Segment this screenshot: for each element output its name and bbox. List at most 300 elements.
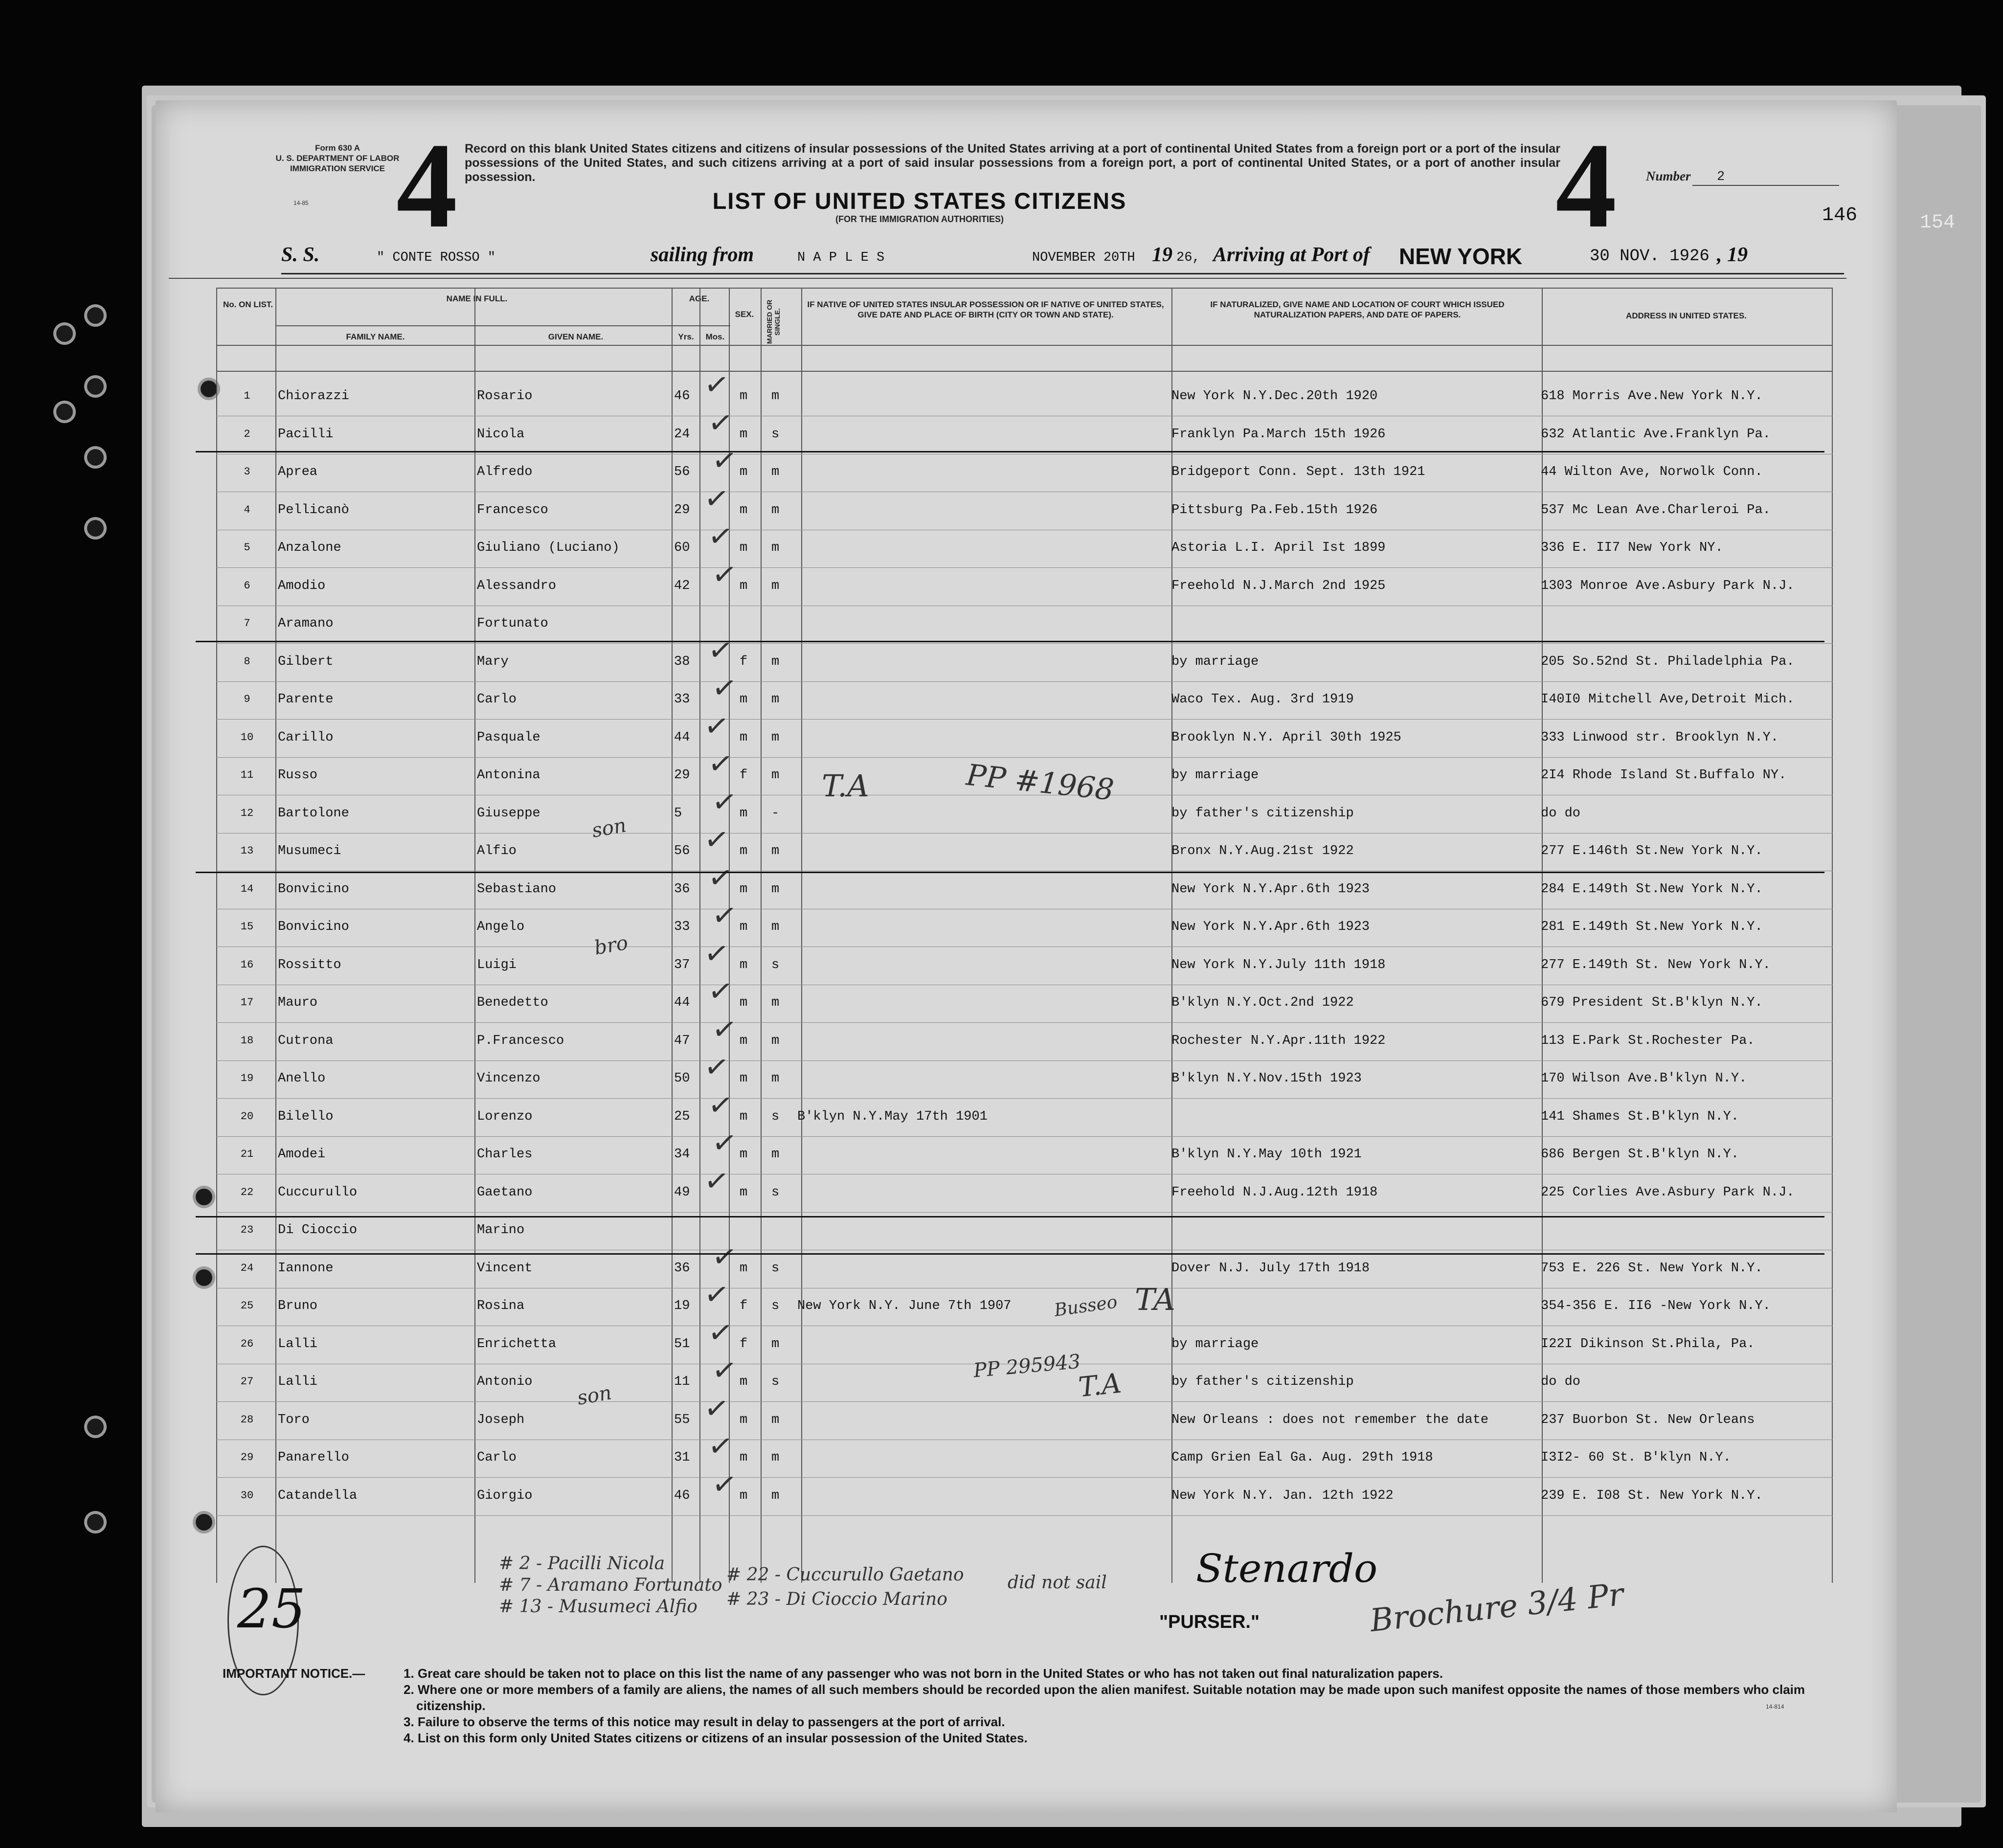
cell-no: 30 xyxy=(240,1489,254,1502)
cell-family: Cuccurullo xyxy=(278,1185,358,1200)
cell-natz: B'klyn N.Y.Oct.2nd 1922 xyxy=(1171,995,1354,1010)
not-sailed-list-mid xyxy=(726,1563,964,1612)
cell-given: Giuseppe xyxy=(477,806,540,821)
cell-no: 3 xyxy=(244,466,250,478)
check-mark-icon: ✓ xyxy=(710,442,739,480)
check-mark-icon: ✓ xyxy=(702,1048,731,1086)
cell-natz: New York N.Y.Dec.20th 1920 xyxy=(1171,389,1378,404)
footer-code: 14-814 xyxy=(1766,1703,1784,1710)
cell-yrs: 31 xyxy=(674,1450,690,1465)
form-code: 14-85 xyxy=(293,200,309,206)
cell-yrs: 60 xyxy=(674,541,690,555)
number-underline xyxy=(1692,185,1839,186)
cell-family: Carillo xyxy=(278,730,334,745)
not-sailed-entry: # 2 - Pacilli Nicola xyxy=(499,1554,665,1574)
cell-no: 6 xyxy=(244,579,250,592)
cell-ms: m xyxy=(771,389,780,404)
header-married: MARRIED OR SINGLE. xyxy=(765,299,781,344)
cell-ms: s xyxy=(771,427,780,442)
cell-no: 21 xyxy=(240,1148,254,1160)
binder-hole xyxy=(87,449,104,466)
header-address: ADDRESS IN UNITED STATES. xyxy=(1626,311,1747,320)
cell-sex: m xyxy=(740,995,748,1010)
header-native: IF NATIVE OF UNITED STATES INSULAR POSSESSION OR IF NATIVE OF UNITED STATES, GIVE DATE AND PLACE OF BIRTH (CITY OR TOWN AND STATE). xyxy=(807,300,1164,319)
check-mark-icon: ✓ xyxy=(702,480,731,518)
cell-family: Iannone xyxy=(278,1261,334,1276)
cell-given: Giorgio xyxy=(477,1488,533,1503)
cell-address: 205 So.52nd St. Philadelphia Pa. xyxy=(1541,654,1795,669)
cell-no: 14 xyxy=(240,882,254,895)
cell-family: Bilello xyxy=(278,1109,334,1124)
cell-birth: B'klyn N.Y.May 17th 1901 xyxy=(797,1109,988,1124)
cell-no: 27 xyxy=(240,1375,254,1388)
cell-natz: Franklyn Pa.March 15th 1926 xyxy=(1171,427,1386,442)
binder-hole xyxy=(87,1514,104,1531)
cell-family: Rossitto xyxy=(278,957,341,972)
cell-family: Di Cioccio xyxy=(278,1223,358,1238)
cell-ms: m xyxy=(771,881,780,897)
cell-sex: m xyxy=(740,730,748,745)
notice-item: 4. List on this form only United States citizens or citizens of an insular possession of the United States. xyxy=(404,1731,1028,1745)
cell-sex: m xyxy=(740,1185,748,1200)
did-not-sail-note: did not sail xyxy=(1008,1573,1107,1593)
cell-given: Rosina xyxy=(477,1299,525,1313)
cell-address: I3I2- 60 St. B'klyn N.Y. xyxy=(1541,1450,1731,1465)
year-prefix: 19 xyxy=(1152,244,1172,266)
cell-no: 23 xyxy=(240,1224,254,1236)
check-mark-icon: ✓ xyxy=(702,366,731,404)
cell-given: Carlo xyxy=(477,692,517,707)
cell-family: Bonvicino xyxy=(278,881,349,897)
port-from: N A P L E S xyxy=(797,250,885,265)
cell-given: Carlo xyxy=(477,1450,517,1465)
cell-ms: - xyxy=(771,806,780,821)
header-family-name: FAMILY NAME. xyxy=(346,332,405,341)
row-rule xyxy=(216,719,1833,720)
cell-given: Gaetano xyxy=(477,1185,533,1200)
cell-given: P.Francesco xyxy=(477,1033,564,1048)
header-no: No. ON LIST. xyxy=(223,300,273,309)
check-mark-icon: ✓ xyxy=(702,1276,731,1314)
cell-natz: New York N.Y.Apr.6th 1923 xyxy=(1171,881,1370,897)
number-label: Number xyxy=(1646,169,1691,183)
cell-no: 16 xyxy=(240,958,254,971)
cell-address: 679 President St.B'klyn N.Y. xyxy=(1541,995,1763,1010)
check-mark-icon: ✓ xyxy=(706,404,735,442)
check-mark-icon: ✓ xyxy=(710,1238,739,1276)
cell-no: 8 xyxy=(244,655,250,668)
page-title: LIST OF UNITED STATES CITIZENS xyxy=(712,188,1127,214)
cell-given: Mary xyxy=(477,654,509,669)
check-mark-icon: ✓ xyxy=(706,1314,735,1352)
cell-family: Toro xyxy=(278,1412,310,1427)
cell-natz: Rochester N.Y.Apr.11th 1922 xyxy=(1171,1033,1386,1048)
check-mark-icon: ✓ xyxy=(710,1124,739,1162)
notice-label: IMPORTANT NOTICE.— xyxy=(223,1666,365,1681)
cell-family: Lalli xyxy=(278,1375,318,1389)
row-rule xyxy=(216,1212,1833,1213)
cell-sex: m xyxy=(740,578,748,593)
cell-sex: m xyxy=(740,1375,748,1389)
cell-no: 22 xyxy=(240,1186,254,1198)
cell-address: 225 Corlies Ave.Asbury Park N.J. xyxy=(1541,1185,1795,1200)
cell-family: Aprea xyxy=(278,465,318,479)
cell-family: Bonvicino xyxy=(278,920,349,934)
binder-hole xyxy=(56,325,73,342)
purser-stamp: "PURSER." xyxy=(1159,1612,1260,1632)
cell-address: 141 Shames St.B'klyn N.Y. xyxy=(1541,1109,1739,1124)
cell-natz: New York N.Y.July 11th 1918 xyxy=(1171,957,1386,972)
cell-no: 12 xyxy=(240,807,254,819)
list-number-left: 4 xyxy=(396,118,457,253)
check-mark-icon: ✓ xyxy=(706,745,735,783)
cell-yrs: 44 xyxy=(674,730,690,745)
header-divider xyxy=(169,278,1846,279)
cell-sex: m xyxy=(740,541,748,555)
cell-no: 7 xyxy=(244,617,250,630)
handwritten-pp-number: PP #1968 xyxy=(965,758,1116,808)
cell-given: Sebastiano xyxy=(477,881,557,897)
cell-sex: f xyxy=(740,654,748,669)
cell-family: Russo xyxy=(278,768,318,783)
handwritten-relation: son xyxy=(590,814,628,842)
cell-natz: Bronx N.Y.Aug.21st 1922 xyxy=(1171,844,1354,858)
notice-item: 3. Failure to observe the terms of this notice may result in delay to passengers at the port of arrival. xyxy=(404,1714,1005,1729)
cell-ms: s xyxy=(771,1185,780,1200)
cell-natz: New York N.Y.Apr.6th 1923 xyxy=(1171,920,1370,934)
cell-yrs: 36 xyxy=(674,881,690,897)
cell-birth: New York N.Y. June 7th 1907 xyxy=(797,1299,1012,1313)
cell-address: do do xyxy=(1541,806,1581,821)
list-number-right: 4 xyxy=(1555,118,1617,253)
row-rule xyxy=(216,643,1833,644)
cell-family: Lalli xyxy=(278,1336,318,1352)
cell-natz: by father's citizenship xyxy=(1171,806,1354,821)
handwritten-ta: T.A xyxy=(1077,1367,1123,1404)
ship-name: " CONTE ROSSO " xyxy=(377,250,496,265)
cell-yrs: 37 xyxy=(674,957,690,972)
cell-address: 753 E. 226 St. New York N.Y. xyxy=(1541,1261,1763,1276)
cell-no: 28 xyxy=(240,1413,254,1426)
cell-sex: m xyxy=(740,920,748,934)
department-name: U. S. DEPARTMENT OF LABOR xyxy=(275,154,400,163)
date-sailed: NOVEMBER 20TH xyxy=(1032,250,1135,265)
cell-family: Amodio xyxy=(278,578,326,593)
cell-ms: m xyxy=(771,541,780,555)
cell-natz: Waco Tex. Aug. 3rd 1919 xyxy=(1171,692,1354,707)
cell-natz: Brooklyn N.Y. April 30th 1925 xyxy=(1171,730,1401,745)
check-mark-icon: ✓ xyxy=(702,821,731,859)
check-mark-icon: ✓ xyxy=(710,1011,739,1048)
cell-ms: s xyxy=(771,957,780,972)
cell-family: Bartolone xyxy=(278,806,349,821)
voyage-underline xyxy=(281,273,1844,274)
cell-sex: m xyxy=(740,502,748,518)
outer-page-number: 154 xyxy=(1920,212,1956,234)
binder-hole xyxy=(201,381,217,397)
cell-no: 19 xyxy=(240,1072,254,1084)
cell-address: 277 E.146th St.New York N.Y. xyxy=(1541,844,1763,858)
cell-address: 632 Atlantic Ave.Franklyn Pa. xyxy=(1541,427,1771,442)
cell-given: Luigi xyxy=(477,957,517,972)
header-mos: Mos. xyxy=(705,332,725,341)
row-rule xyxy=(216,681,1833,682)
cell-family: Mauro xyxy=(278,995,318,1010)
service-name: IMMIGRATION SERVICE xyxy=(290,164,385,173)
cell-yrs: 25 xyxy=(674,1109,690,1124)
cell-no: 13 xyxy=(240,845,254,857)
cell-address: 618 Morris Ave.New York N.Y. xyxy=(1541,389,1763,404)
cell-given: Francesco xyxy=(477,502,548,518)
cell-ms: m xyxy=(771,654,780,669)
cell-sex: m xyxy=(740,1147,748,1162)
cell-ms: m xyxy=(771,730,780,745)
cell-family: Pacilli xyxy=(278,427,334,442)
cell-ms: m xyxy=(771,1488,780,1503)
cell-sex: m xyxy=(740,1488,748,1503)
cell-yrs: 56 xyxy=(674,844,690,858)
row-rule xyxy=(216,1401,1833,1402)
cell-ms: m xyxy=(771,995,780,1010)
cell-yrs: 56 xyxy=(674,465,690,479)
cell-ms: m xyxy=(771,1033,780,1048)
cell-given: Giuliano (Luciano) xyxy=(477,541,620,555)
cell-ms: s xyxy=(771,1299,780,1313)
cell-yrs: 38 xyxy=(674,654,690,669)
cell-ms: m xyxy=(771,1412,780,1427)
cell-natz: by marriage xyxy=(1171,768,1259,783)
cell-ms: m xyxy=(771,465,780,479)
row-rule xyxy=(216,567,1833,568)
binder-hole xyxy=(87,520,104,537)
cell-yrs: 33 xyxy=(674,692,690,707)
cell-given: Rosario xyxy=(477,389,533,404)
cell-yrs: 24 xyxy=(674,427,690,442)
check-mark-icon: ✓ xyxy=(710,783,739,821)
cell-ms: m xyxy=(771,692,780,707)
cell-ms: m xyxy=(771,920,780,934)
header-name-in-full: NAME IN FULL. xyxy=(446,294,508,303)
cell-family: Anzalone xyxy=(278,541,341,555)
cell-given: Pasquale xyxy=(477,730,540,745)
handwritten-ta: TA xyxy=(1135,1282,1175,1317)
cell-sex: f xyxy=(740,1299,748,1313)
ss-label: S. S. xyxy=(281,244,320,266)
cell-sex: m xyxy=(740,692,748,707)
cell-family: Anello xyxy=(278,1071,326,1086)
strikethrough-line xyxy=(196,1253,1824,1255)
check-mark-icon: ✓ xyxy=(706,859,735,897)
cell-no: 29 xyxy=(240,1451,254,1464)
bottom-handwritten-note: Brochure 3/4 Pr xyxy=(1368,1577,1625,1639)
cell-natz: Pittsburg Pa.Feb.15th 1926 xyxy=(1171,502,1378,518)
header-yrs: Yrs. xyxy=(678,332,694,341)
cell-sex: f xyxy=(740,1336,748,1352)
check-mark-icon: ✓ xyxy=(710,1465,739,1503)
cell-yrs: 47 xyxy=(674,1033,690,1048)
cell-given: Angelo xyxy=(477,920,525,934)
cell-natz: Astoria L.I. April Ist 1899 xyxy=(1171,541,1386,555)
header-naturalized: IF NATURALIZED, GIVE NAME AND LOCATION OF COURT WHICH ISSUED NATURALIZATION PAPERS, AND DATE OF PAPERS. xyxy=(1210,300,1505,319)
cell-address: 170 Wilson Ave.B'klyn N.Y. xyxy=(1541,1071,1747,1086)
cell-yrs: 34 xyxy=(674,1147,690,1162)
cell-no: 11 xyxy=(240,769,254,781)
cell-given: Marino xyxy=(477,1223,525,1238)
header-given-name: GIVEN NAME. xyxy=(548,332,604,341)
cell-ms: m xyxy=(771,844,780,858)
cell-given: Antonina xyxy=(477,768,540,783)
cell-no: 9 xyxy=(244,693,250,705)
binder-hole xyxy=(56,404,73,420)
binder-hole xyxy=(87,307,104,324)
not-sailed-list-left xyxy=(499,1553,722,1618)
cell-given: Alessandro xyxy=(477,578,557,593)
check-mark-icon: ✓ xyxy=(706,518,735,556)
cell-no: 2 xyxy=(244,428,250,440)
check-mark-icon: ✓ xyxy=(706,972,735,1011)
cell-no: 4 xyxy=(244,503,250,516)
cell-yrs: 51 xyxy=(674,1336,690,1352)
not-sailed-entry: # 13 - Musumeci Alfio xyxy=(499,1597,698,1617)
cell-yrs: 29 xyxy=(674,768,690,783)
form-identifier xyxy=(271,143,404,174)
cell-yrs: 50 xyxy=(674,1071,690,1086)
cell-address: 354-356 E. II6 -New York N.Y. xyxy=(1541,1299,1771,1313)
cell-given: Antonio xyxy=(477,1375,533,1389)
check-mark-icon: ✓ xyxy=(706,631,735,669)
strikethrough-line xyxy=(196,1216,1824,1217)
cell-yrs: 42 xyxy=(674,578,690,593)
cell-natz: Bridgeport Conn. Sept. 13th 1921 xyxy=(1171,465,1425,479)
cell-address: 281 E.149th St.New York N.Y. xyxy=(1541,920,1763,934)
cell-address: 284 E.149th St.New York N.Y. xyxy=(1541,881,1763,897)
cell-family: Musumeci xyxy=(278,844,341,858)
cell-given: Vincenzo xyxy=(477,1071,540,1086)
row-rule xyxy=(216,1477,1833,1478)
cell-address: 239 E. I08 St. New York N.Y. xyxy=(1541,1488,1763,1503)
cell-family: Catandella xyxy=(278,1488,358,1503)
binder-hole xyxy=(196,1269,212,1286)
cell-family: Amodei xyxy=(278,1147,326,1162)
cell-given: Charles xyxy=(477,1147,533,1162)
record-instructions: Record on this blank United States citizens and citizens of insular possessions of the United States arriving at a port of continental United States from a foreign port or a port of the insular possessions of the United States, and such citizens arriving at a port of said insular possessions from a foreign port, a port of continental United States, or a port of another insular possession. xyxy=(465,142,1560,184)
cell-yrs: 11 xyxy=(674,1375,690,1389)
cell-yrs: 44 xyxy=(674,995,690,1010)
cell-given: Vincent xyxy=(477,1261,533,1276)
cell-address: 333 Linwood str. Brooklyn N.Y. xyxy=(1541,730,1779,745)
cell-sex: m xyxy=(740,1261,748,1276)
cell-sex: m xyxy=(740,1033,748,1048)
cell-ms: m xyxy=(771,768,780,783)
cell-natz: Camp Grien Eal Ga. Aug. 29th 1918 xyxy=(1171,1450,1433,1465)
check-mark-icon: ✓ xyxy=(702,707,731,745)
check-mark-icon: ✓ xyxy=(706,1086,735,1124)
handwritten-broker-note: Busseo xyxy=(1053,1292,1119,1321)
cell-natz: Freehold N.J.March 2nd 1925 xyxy=(1171,578,1386,593)
cell-sex: f xyxy=(740,768,748,783)
cell-yrs: 5 xyxy=(674,806,682,821)
cell-natz: by father's citizenship xyxy=(1171,1375,1354,1389)
cell-address: 686 Bergen St.B'klyn N.Y. xyxy=(1541,1147,1739,1162)
binder-hole xyxy=(87,378,104,395)
form-number: Form 630 A xyxy=(315,143,360,153)
cell-address: 1303 Monroe Ave.Asbury Park N.J. xyxy=(1541,578,1795,593)
check-mark-icon: ✓ xyxy=(706,1427,735,1465)
cell-sex: m xyxy=(740,1071,748,1086)
cell-family: Parente xyxy=(278,692,334,707)
cell-family: Cutrona xyxy=(278,1033,334,1048)
header-sex: SEX. xyxy=(735,310,754,319)
cell-family: Panarello xyxy=(278,1450,349,1465)
binder-hole xyxy=(196,1189,212,1205)
cell-sex: m xyxy=(740,1412,748,1427)
row-rule xyxy=(216,1136,1833,1137)
cell-address: 537 Mc Lean Ave.Charleroi Pa. xyxy=(1541,502,1771,518)
handwritten-relation: bro xyxy=(592,931,630,960)
cell-yrs: 33 xyxy=(674,920,690,934)
cell-given: Lorenzo xyxy=(477,1109,533,1124)
cell-no: 15 xyxy=(240,921,254,933)
cell-ms: m xyxy=(771,1147,780,1162)
cell-address: 277 E.149th St. New York N.Y. xyxy=(1541,957,1771,972)
row-rule xyxy=(216,1515,1833,1516)
cell-natz: Dover N.J. July 17th 1918 xyxy=(1171,1261,1370,1276)
page-number: 146 xyxy=(1822,204,1858,226)
cell-address: do do xyxy=(1541,1375,1581,1389)
cell-sex: m xyxy=(740,957,748,972)
cell-yrs: 46 xyxy=(674,1488,690,1503)
check-mark-icon: ✓ xyxy=(702,1390,731,1427)
cell-address: 336 E. II7 New York NY. xyxy=(1541,541,1723,555)
cell-natz: B'klyn N.Y.May 10th 1921 xyxy=(1171,1147,1362,1162)
cell-given: Benedetto xyxy=(477,995,548,1010)
cell-given: Fortunato xyxy=(477,616,548,631)
page-subtitle: (FOR THE IMMIGRATION AUTHORITIES) xyxy=(835,214,1004,224)
check-mark-icon: ✓ xyxy=(710,897,739,935)
cell-ms: s xyxy=(771,1109,780,1124)
strikethrough-line xyxy=(196,872,1824,873)
cell-sex: m xyxy=(740,844,748,858)
cell-ms: m xyxy=(771,1336,780,1352)
cell-natz: by marriage xyxy=(1171,654,1259,669)
cell-sex: m xyxy=(740,1109,748,1124)
cell-given: Alfio xyxy=(477,844,517,858)
cell-no: 18 xyxy=(240,1034,254,1047)
handwritten-ta: T.A xyxy=(822,768,869,804)
manifest-sheet xyxy=(156,100,1897,1812)
handwritten-relation: son xyxy=(575,1381,613,1410)
row-rule xyxy=(216,1098,1833,1099)
cell-yrs: 46 xyxy=(674,389,690,404)
cell-no: 20 xyxy=(240,1110,254,1123)
cell-family: Bruno xyxy=(278,1299,318,1313)
cell-no: 17 xyxy=(240,996,254,1009)
cell-yrs: 29 xyxy=(674,502,690,518)
binder-hole xyxy=(87,1419,104,1435)
check-mark-icon: ✓ xyxy=(702,1162,731,1200)
cell-no: 5 xyxy=(244,541,250,554)
cell-address: I22I Dikinson St.Phila, Pa. xyxy=(1541,1336,1755,1352)
cell-sex: m xyxy=(740,389,748,404)
header-age: AGE. xyxy=(689,294,710,303)
cell-given: Joseph xyxy=(477,1412,525,1427)
not-sailed-entry: # 7 - Aramano Fortunato xyxy=(499,1575,722,1595)
cell-ms: m xyxy=(771,502,780,518)
cell-ms: s xyxy=(771,1261,780,1276)
cell-yrs: 36 xyxy=(674,1261,690,1276)
row-rule xyxy=(216,1060,1833,1061)
cell-address: 2I4 Rhode Island St.Buffalo NY. xyxy=(1541,768,1787,783)
